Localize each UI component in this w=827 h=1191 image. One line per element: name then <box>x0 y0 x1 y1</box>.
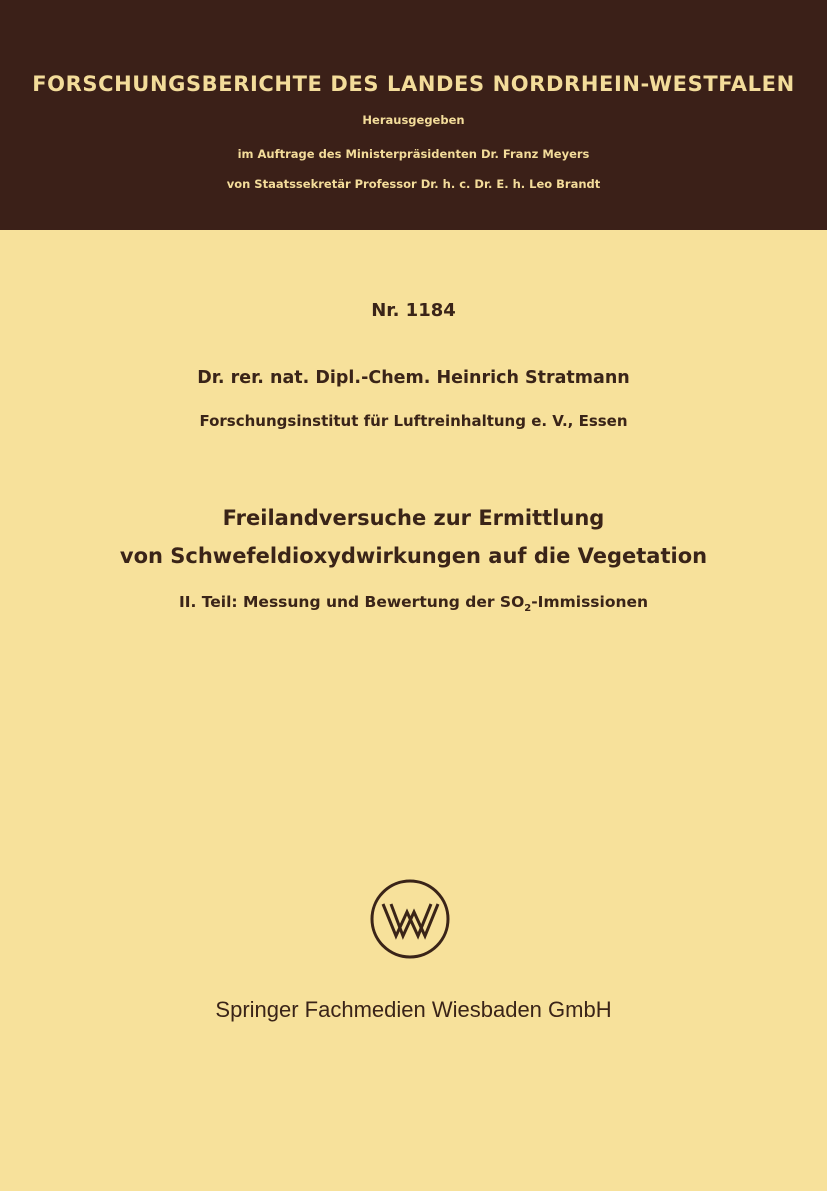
author: Dr. rer. nat. Dipl.-Chem. Heinrich Stratmann <box>197 368 630 388</box>
editor-line-2: im Auftrage des Ministerpräsidenten Dr. Franz Meyers <box>237 147 590 161</box>
report-number: Nr. 1184 <box>371 300 456 321</box>
editor-line-3: von Staatssekretär Professor Dr. h. c. Dr. E. h. Leo Brandt <box>226 177 601 191</box>
header-band <box>0 0 827 230</box>
series-title: FORSCHUNGSBERICHTE DES LANDES NORDRHEIN-WESTFALEN <box>32 72 795 96</box>
institute: Forschungsinstitut für Luftreinhaltung e. V., Essen <box>199 412 628 430</box>
part-suffix: -Immissionen <box>531 593 649 611</box>
springer-logo-icon <box>369 878 451 960</box>
part-prefix: II. Teil: Messung und Bewertung der SO <box>178 593 525 611</box>
title-line-1: Freilandversuche zur Ermittlung <box>222 506 605 530</box>
publisher-name: Springer Fachmedien Wiesbaden GmbH <box>215 997 612 1022</box>
part-subtitle <box>0 593 827 614</box>
title-line-2: von Schwefeldioxydwirkungen auf die Vegetation <box>119 544 708 568</box>
editor-line-1: Herausgegeben <box>362 113 465 127</box>
part-subscript: 2 <box>524 603 532 615</box>
